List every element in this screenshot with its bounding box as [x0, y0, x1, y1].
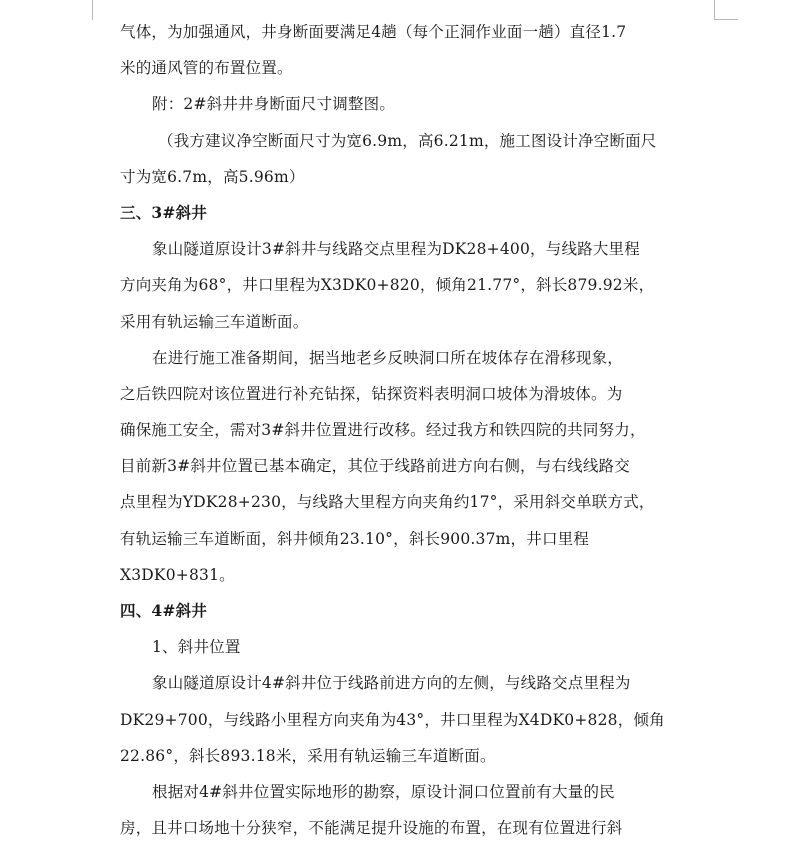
paragraph-line: 根据对4#斜井位置实际地形的勘察，原设计洞口位置前有大量的民 [152, 782, 615, 801]
paragraph-line: 方向夹角为68°，井口里程为X3DK0+820，倾角21.77°，斜长879.92米， [120, 276, 655, 295]
section-heading: 三、3#斜井 [120, 202, 207, 222]
paragraph-line: 1、斜井位置 [152, 638, 241, 657]
paragraph-line: 22.86°，斜长893.18米，采用有轨运输三车道断面。 [120, 746, 496, 765]
paragraph-line: 确保施工安全，需对3#斜井位置进行改移。经过我方和铁四院的共同努力， [120, 421, 646, 440]
crop-mark-top-left [92, 0, 93, 20]
document-page [120, 14, 720, 846]
paragraph-line: 有轨运输三车道断面，斜井倾角23.10°，斜长900.37m，井口里程 [120, 529, 590, 548]
paragraph-line: DK29+700，与线路小里程方向夹角为43°，井口里程为X4DK0+828，倾角 [120, 710, 665, 729]
paragraph-line: （我方建议净空断面尺寸为宽6.9m，高6.21m，施工图设计净空断面尺 [158, 131, 657, 150]
paragraph-line: 采用有轨运输三车道断面。 [120, 312, 309, 331]
section-heading: 四、4#斜井 [120, 601, 207, 620]
paragraph-line: 在进行施工准备期间，据当地老乡反映洞口所在坡体存在滑移现象， [152, 348, 624, 367]
paragraph-line: 点里程为YDK28+230，与线路大里程方向夹角约17°，采用斜交单联方式， [120, 493, 655, 512]
paragraph-line: 之后铁四院对该位置进行补充钻探，钻探资料表明洞口坡体为滑坡体。为 [120, 384, 623, 403]
paragraph-line: 米的通风管的布置位置。 [120, 59, 293, 78]
paragraph-line: 寸为宽6.7m，高5.96m） [120, 167, 305, 186]
paragraph-line: 房，且井口场地十分狭窄，不能满足提升设施的布置，在现有位置进行斜 [120, 819, 623, 838]
paragraph-line: 气体，为加强通风，井身断面要满足4趟（每个正洞作业面一趟）直径1.7 [120, 23, 627, 41]
paragraph-line: X3DK0+831。 [120, 565, 235, 584]
paragraph-line: 象山隧道原设计4#斜井位于线路前进方向的左侧，与线路交点里程为 [152, 674, 631, 693]
paragraph-line: 附：2#斜井井身断面尺寸调整图。 [152, 95, 396, 114]
paragraph-line: 目前新3#斜井位置已基本确定，其位于线路前进方向右侧，与右线线路交 [120, 457, 630, 476]
paragraph-line: 象山隧道原设计3#斜井与线路交点里程为DK28+400，与线路大里程 [152, 240, 640, 259]
